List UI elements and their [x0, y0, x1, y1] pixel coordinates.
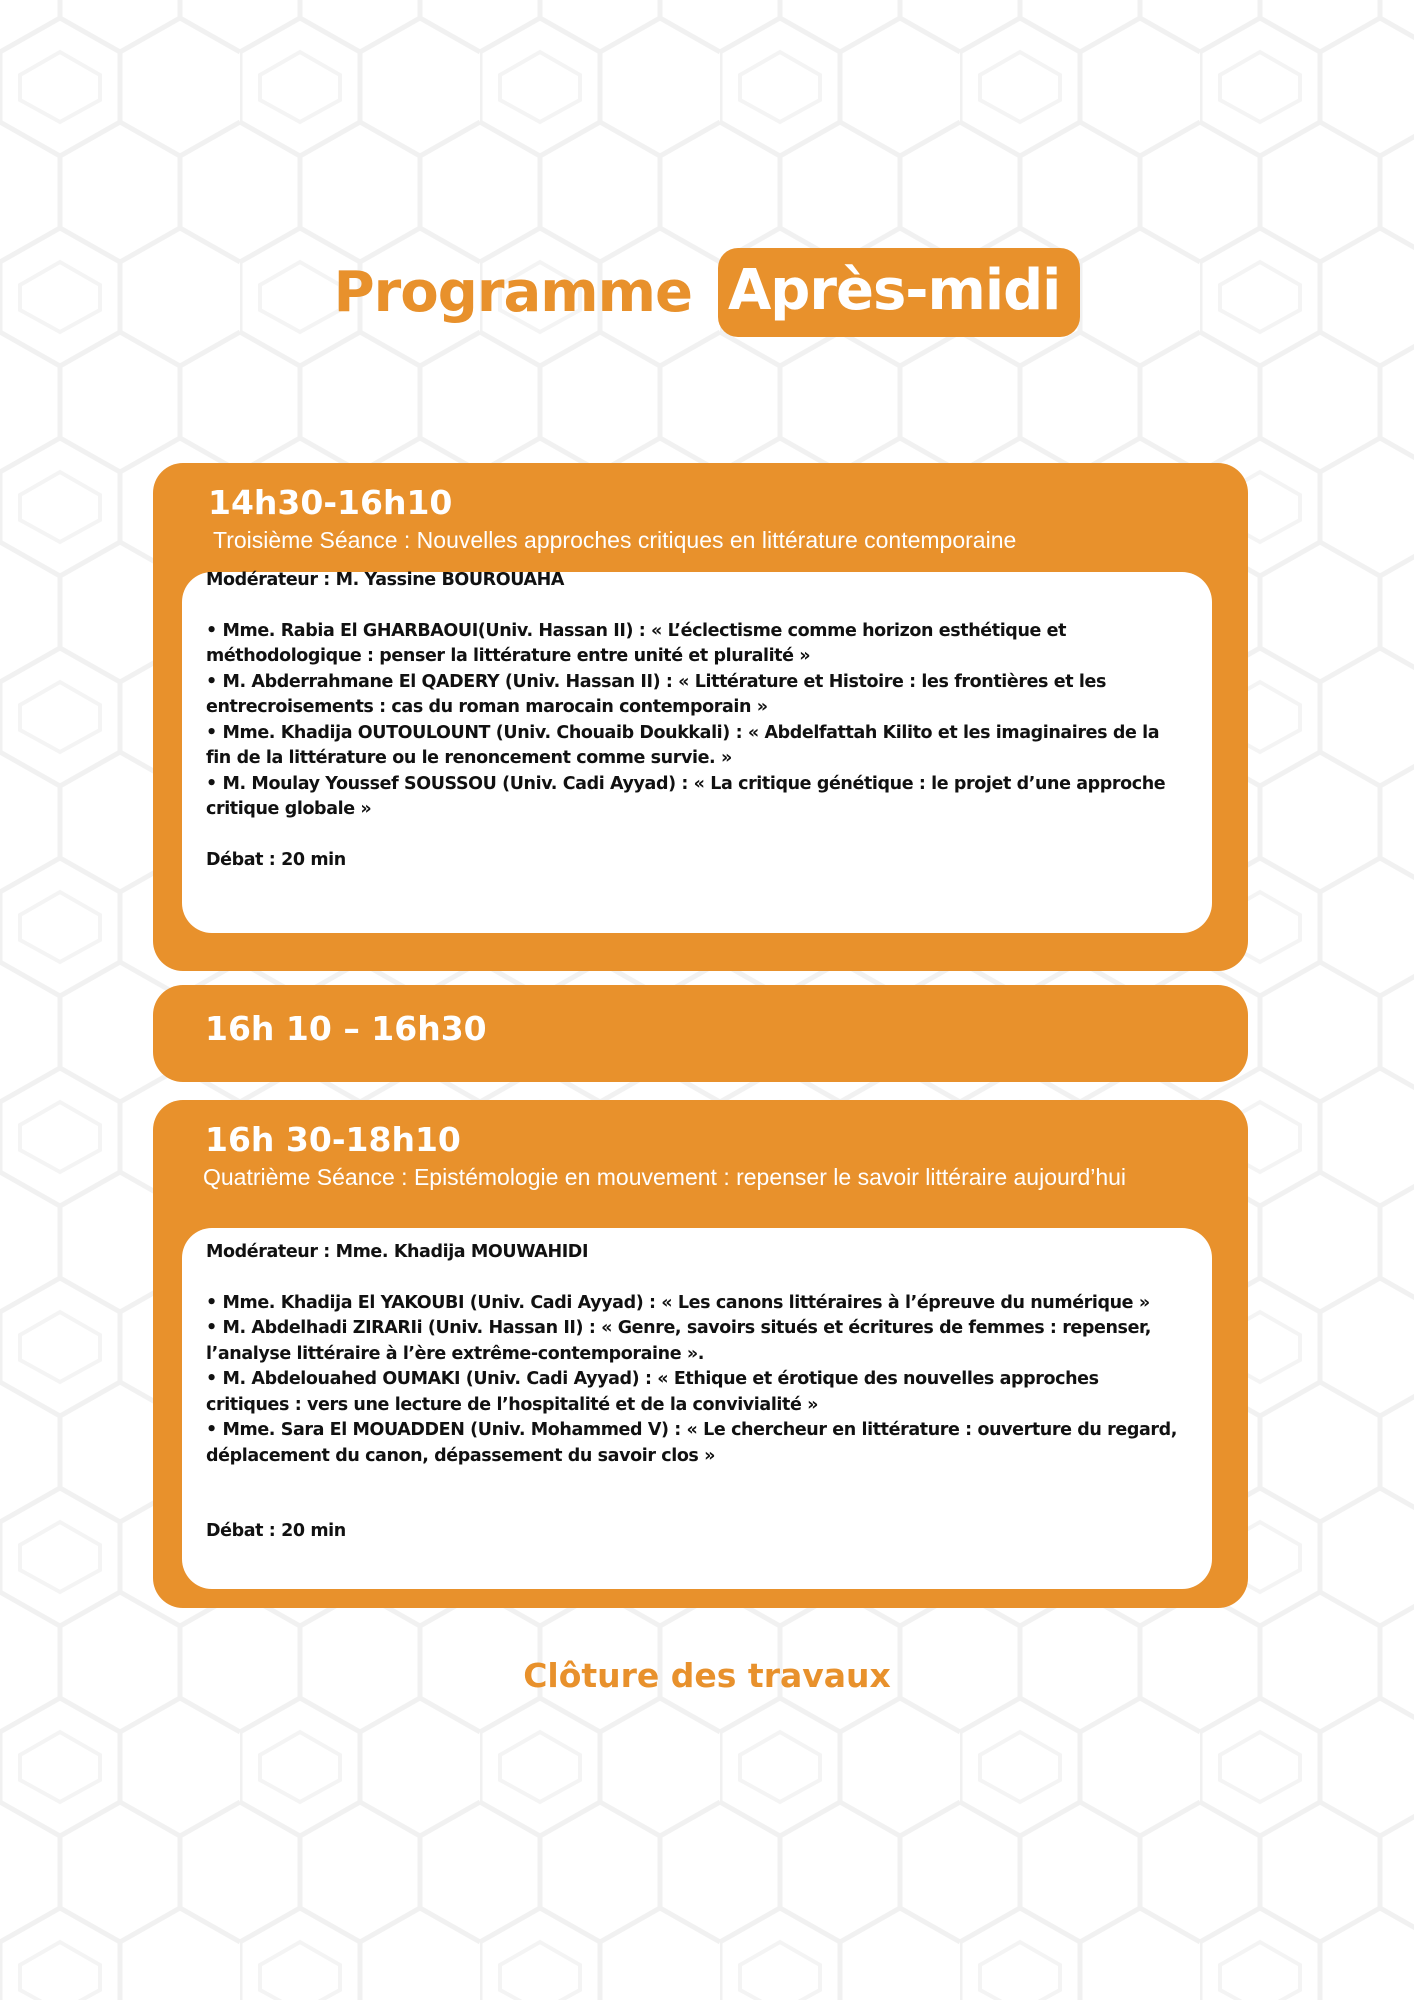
- talk-item: • Mme. Sara El MOUADDEN (Univ. Mohammed V) : « Le chercheur en littérature : ouverture du regard, déplacement du canon, dépassement du savoir clos »: [206, 1420, 1177, 1466]
- session-block-troisieme: [153, 463, 1248, 971]
- moderator: Modérateur : M. Yassine BOUROUAHA: [206, 570, 565, 590]
- session-time: 14h30-16h10: [208, 483, 453, 522]
- session-details-card: [182, 572, 1212, 933]
- talk-item: • Mme. Khadija OUTOULOUNT (Univ. Chouaib Doukkali) : « Abdelfattah Kilito et les imaginaires de la fin de la littérature ou le renoncement comme survie. »: [206, 722, 1160, 768]
- session-details-card: [182, 1228, 1212, 1589]
- session-block-quatrieme: [153, 1100, 1248, 1608]
- talk-item: • M. Abdelouahed OUMAKI (Univ. Cadi Ayyad) : « Ethique et érotique des nouvelles approches critiques : vers une lecture de l’hospitalité et de la convivialité »: [206, 1369, 1099, 1415]
- title-programme: Programme: [333, 260, 692, 325]
- session-title: Quatrième Séance : Epistémologie en mouvement : repenser le savoir littéraire aujourd’hui: [203, 1164, 1127, 1190]
- closing-title: Clôture des travaux: [523, 1656, 891, 1695]
- page-title: [0, 248, 1414, 337]
- break-time: 16h 10 – 16h30: [205, 1009, 487, 1048]
- talk-item: • Mme. Rabia El GHARBAOUI(Univ. Hassan II) : « L’éclectisme comme horizon esthétique et méthodologique : penser la littérature entre unité et pluralité »: [206, 620, 1067, 666]
- talk-item: • M. Abderrahmane El QADERY (Univ. Hassan II) : « Littérature et Histoire : les frontières et les entrecroisements : cas du roman marocain contemporain »: [206, 671, 1106, 717]
- session-title: Troisième Séance : Nouvelles approches critiques en littérature contemporaine: [213, 527, 1017, 553]
- debate-duration: Débat : 20 min: [206, 849, 346, 870]
- talk-item: • Mme. Khadija El YAKOUBI (Univ. Cadi Ayyad) : « Les canons littéraires à l’épreuve du numérique »: [206, 1292, 1150, 1313]
- session-time: 16h 30-18h10: [205, 1120, 461, 1159]
- talk-item: • M. Moulay Youssef SOUSSOU (Univ. Cadi Ayyad) : « La critique génétique : le projet d’une approche critique globale »: [206, 773, 1166, 819]
- talk-item: • M. Abdelhadi ZIRARIi (Univ. Hassan II) : « Genre, savoirs situés et écritures de femmes : repenser, l’analyse littéraire à l’ère extrême-contemporaine ».: [206, 1318, 1151, 1364]
- moderator: Modérateur : Mme. Khadija MOUWAHIDI: [206, 1242, 589, 1262]
- title-apres-midi-badge: Après-midi: [718, 248, 1080, 337]
- debate-duration: Débat : 20 min: [206, 1521, 346, 1541]
- break-block: [153, 985, 1248, 1082]
